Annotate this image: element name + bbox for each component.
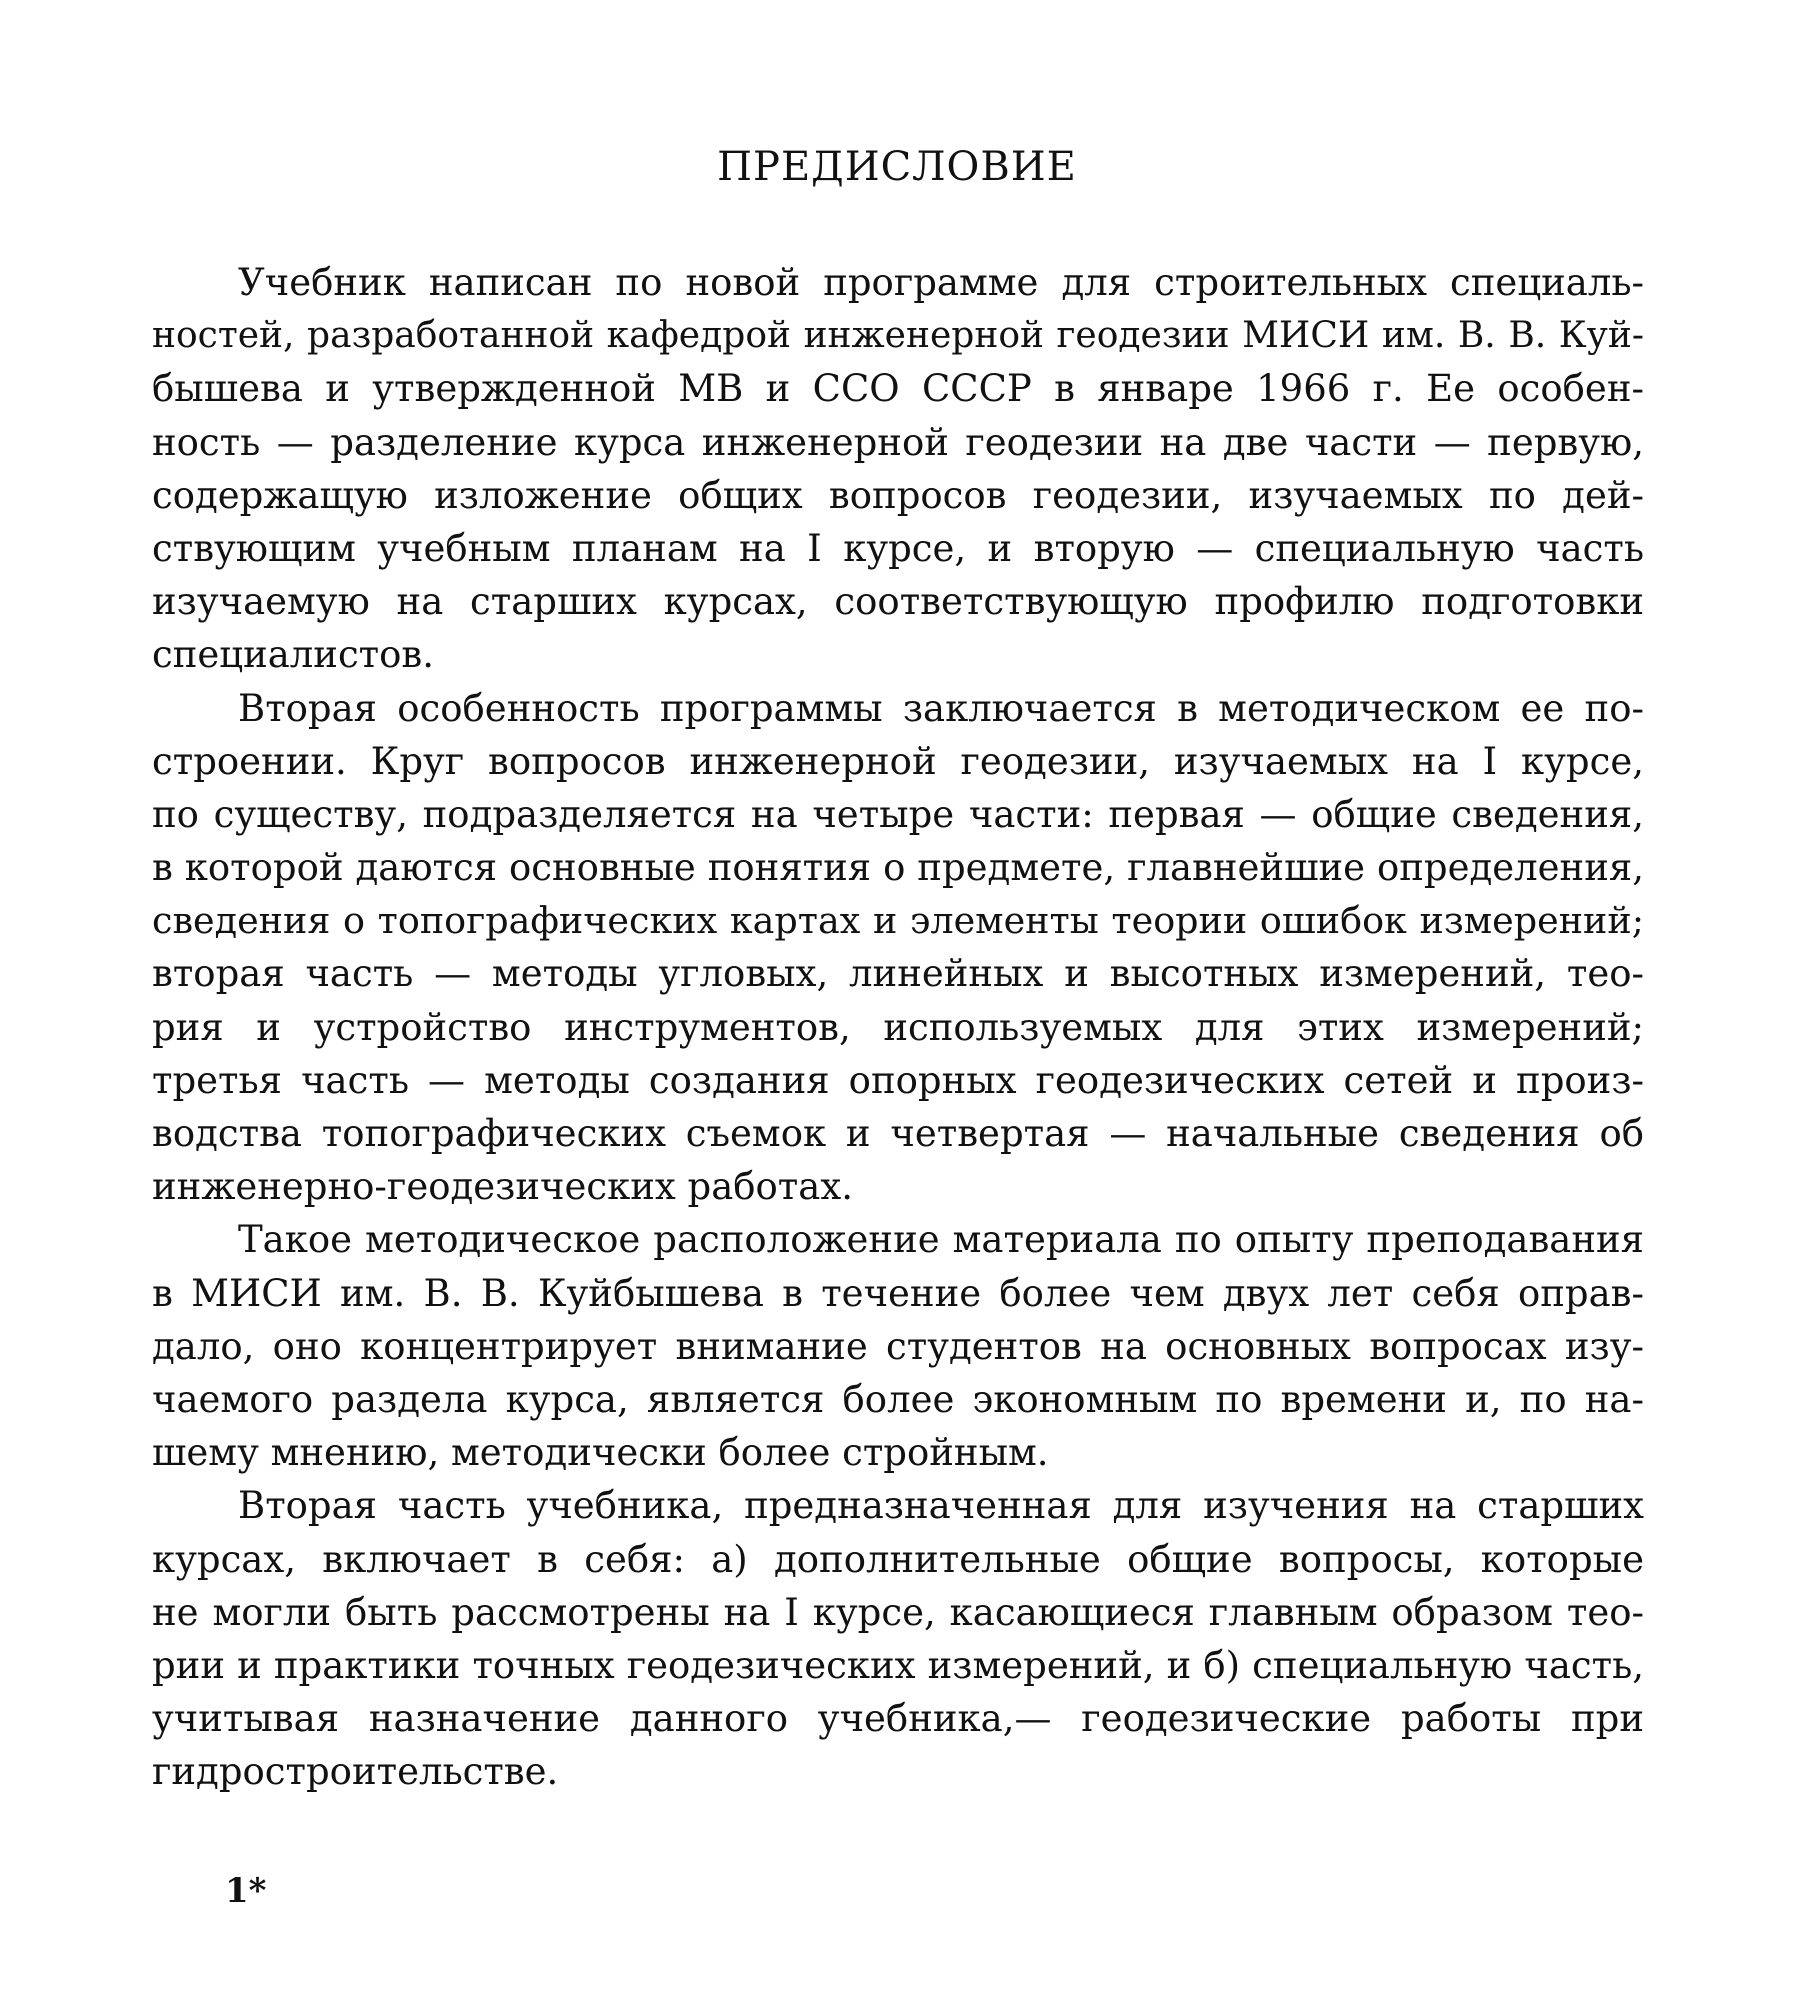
text-line: шему мнению, методически более стройным.	[152, 1431, 1049, 1475]
text-line: изучаемую на старших курсах, соответствующую профилю подготовки	[152, 580, 1644, 624]
text-line: курсах, включает в себя: а) дополнительные общие вопросы, которые	[152, 1537, 1644, 1581]
text-line: инженерно-геодезических работах.	[152, 1165, 853, 1209]
text-line: по существу, подразделяется на четыре части: первая — общие сведения,	[152, 792, 1644, 836]
text-line: Вторая часть учебника, предназначенная для изучения на старших	[238, 1484, 1644, 1528]
text-line: строении. Круг вопросов инженерной геодезии, изучаемых на I курсе,	[152, 739, 1644, 783]
text-line: не могли быть рассмотрены на I курсе, касающиеся главным образом тео-	[152, 1590, 1644, 1634]
preface-text	[152, 256, 1644, 1798]
text-line: ность — разделение курса инженерной геодезии на две части — первую,	[152, 420, 1644, 464]
text-line: рии и практики точных геодезических измерений, и б) специальную часть,	[152, 1643, 1644, 1687]
text-line: ствующим учебным планам на I курсе, и вторую — специальную часть	[152, 526, 1644, 570]
text-line: водства топографических съемок и четвертая — начальные сведения об	[152, 1112, 1644, 1155]
text-line: учитывая назначение данного учебника,— геодезические работы при	[152, 1697, 1644, 1741]
text-line: в которой даются основные понятия о предмете, главнейшие определения,	[152, 846, 1644, 890]
signature-mark: 1*	[225, 1871, 267, 1911]
page-title: ПРЕДИСЛОВИЕ	[717, 144, 1077, 190]
text-line: ностей, разработанной кафедрой инженерной геодезии МИСИ им. В. В. Куй-	[152, 315, 1644, 357]
text-line: содержащую изложение общих вопросов геодезии, изучаемых по дей-	[152, 473, 1644, 517]
text-line: Учебник написан по новой программе для строительных специаль-	[238, 261, 1644, 304]
text-line: сведения о топографических картах и элементы теории ошибок измерений;	[152, 899, 1644, 943]
text-line: Вторая особенность программы заключается в методическом ее по-	[238, 686, 1644, 730]
text-line: дало, оно концентрирует внимание студентов на основных вопросах изу-	[152, 1324, 1644, 1368]
text-line: Такое методическое расположение материала по опыту преподавания	[238, 1218, 1644, 1262]
text-line: чаемого раздела курса, является более экономным по времени и, по на-	[152, 1377, 1644, 1421]
text-line: гидростроительстве.	[152, 1750, 559, 1794]
text-line: специалистов.	[152, 633, 435, 677]
text-line: рия и устройство инструментов, используемых для этих измерений;	[152, 1005, 1644, 1049]
text-line: третья часть — методы создания опорных геодезических сетей и произ-	[152, 1058, 1644, 1102]
text-line: вторая часть — методы угловых, линейных и высотных измерений, тео-	[152, 952, 1644, 996]
text-line: бышева и утвержденной МВ и ССО СССР в январе 1966 г. Ее особен-	[152, 367, 1644, 411]
text-line: в МИСИ им. В. В. Куйбышева в течение более чем двух лет себя оправ-	[152, 1271, 1644, 1315]
